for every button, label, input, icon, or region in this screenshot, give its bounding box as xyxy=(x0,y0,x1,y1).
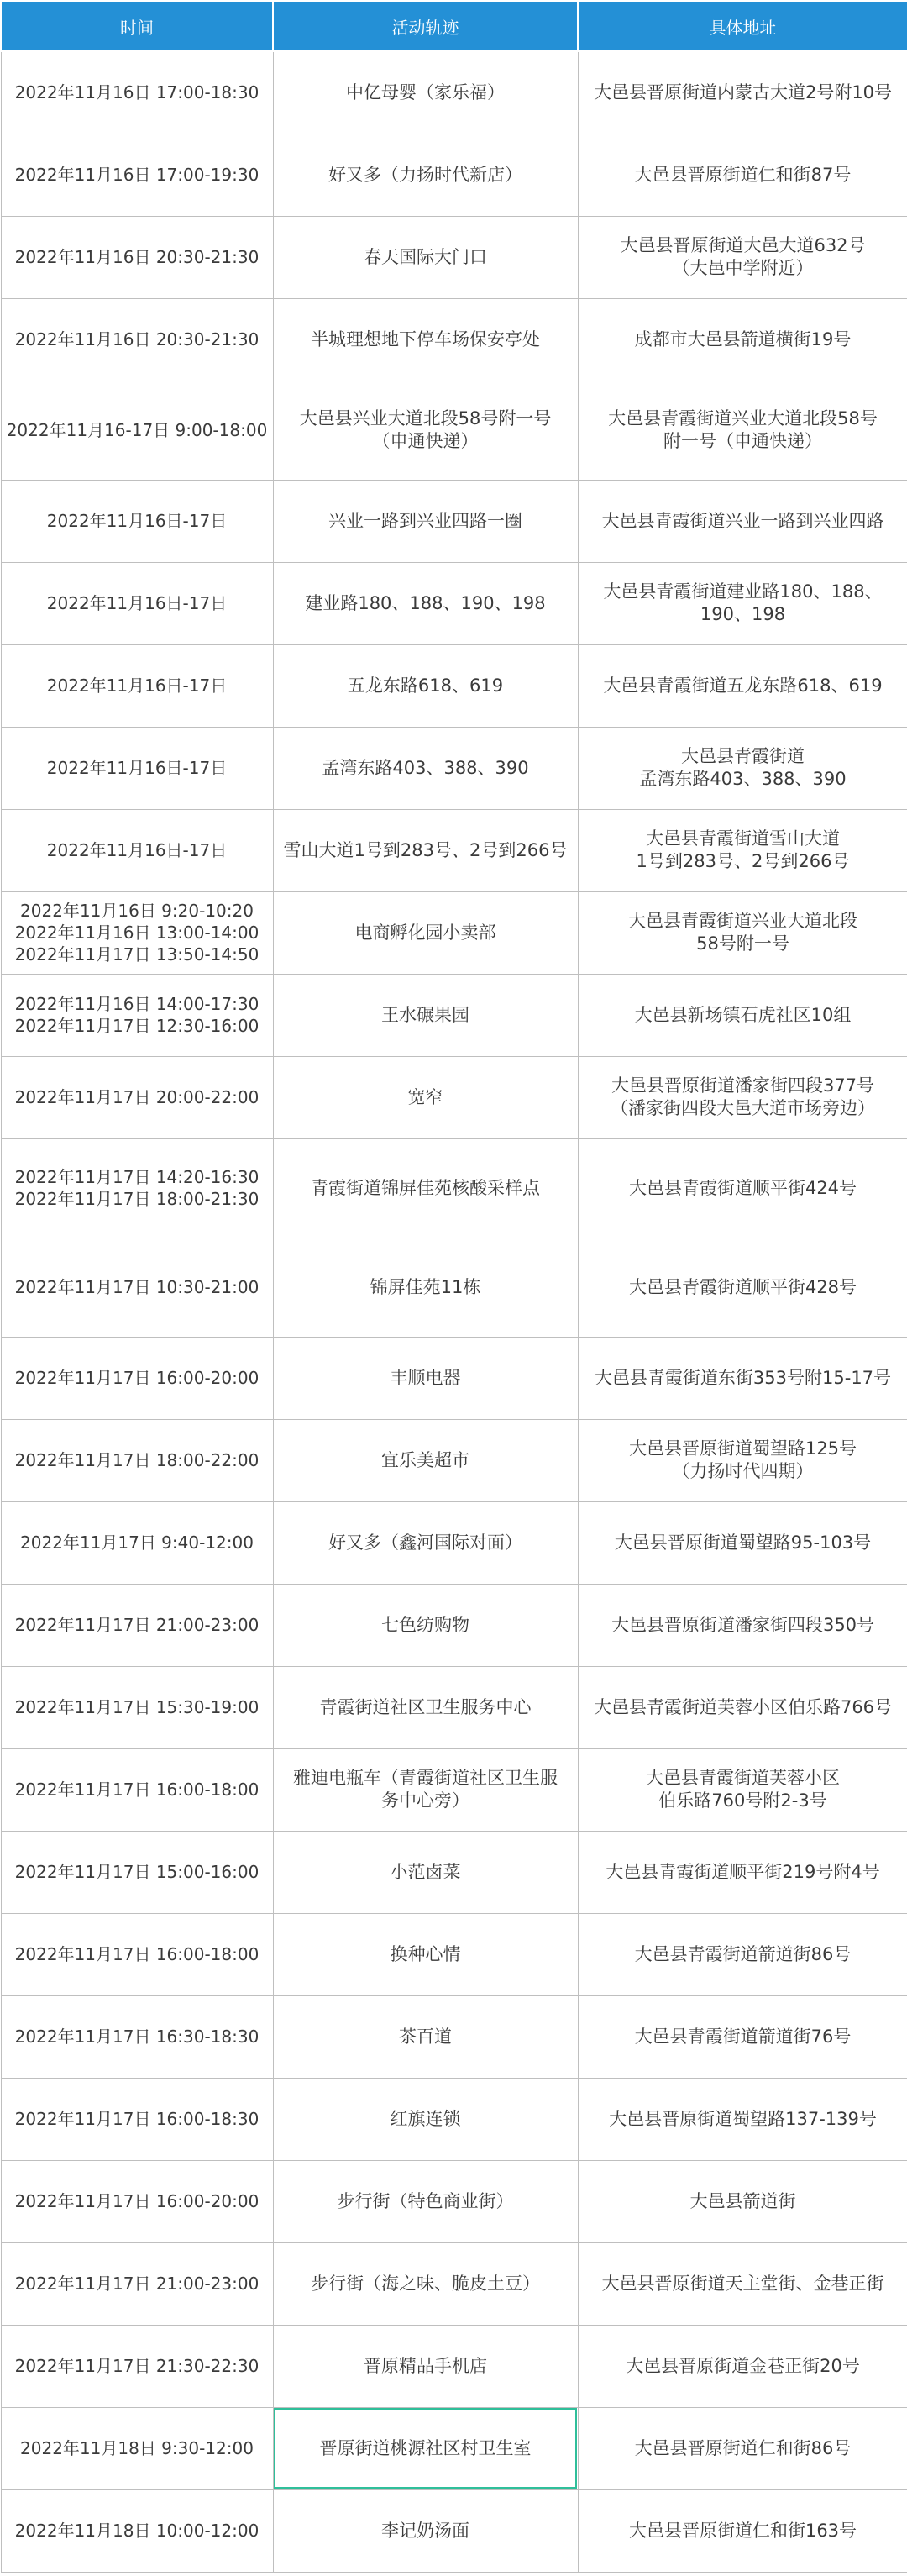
time-cell: 2022年11月16日-17日 xyxy=(1,727,273,809)
time-cell: 2022年11月18日 9:30-12:00 xyxy=(1,2407,273,2489)
address-cell: 大邑县青霞街道顺平街424号 xyxy=(578,1138,907,1238)
table-row xyxy=(1,1748,907,1831)
table-row xyxy=(1,1913,907,1995)
time-cell: 2022年11月17日 10:30-21:00 xyxy=(1,1238,273,1337)
address-cell: 大邑县青霞街道五龙东路618、619 xyxy=(578,644,907,727)
time-cell: 2022年11月17日 16:00-18:00 xyxy=(1,1748,273,1831)
table-row xyxy=(1,974,907,1056)
table-row xyxy=(1,1666,907,1748)
time-cell: 2022年11月17日 18:00-22:00 xyxy=(1,1419,273,1501)
time-cell: 2022年11月16日 20:30-21:30 xyxy=(1,216,273,298)
address-cell: 大邑县青霞街道兴业大道北段58号 附一号（申通快递） xyxy=(578,381,907,480)
address-cell: 大邑县箭道街 xyxy=(578,2160,907,2242)
activity-cell: 大邑县兴业大道北段58号附一号 （申通快递） xyxy=(273,381,578,480)
time-cell: 2022年11月16日 17:00-19:30 xyxy=(1,134,273,216)
time-cell: 2022年11月17日 16:00-18:00 xyxy=(1,1913,273,1995)
address-cell: 大邑县晋原街道金巷正街20号 xyxy=(578,2325,907,2407)
address-cell: 大邑县晋原街道大邑大道632号 （大邑中学附近） xyxy=(578,216,907,298)
table-row xyxy=(1,1138,907,1238)
table-row xyxy=(1,1831,907,1913)
header-activity: 活动轨迹 xyxy=(273,1,578,51)
time-cell: 2022年11月16-17日 9:00-18:00 xyxy=(1,381,273,480)
address-cell: 大邑县青霞街道兴业一路到兴业四路 xyxy=(578,480,907,562)
table-row xyxy=(1,2489,907,2572)
table-row xyxy=(1,1501,907,1584)
time-cell: 2022年11月16日-17日 xyxy=(1,809,273,891)
address-cell: 大邑县青霞街道 孟湾东路403、388、390 xyxy=(578,727,907,809)
activity-cell: 兴业一路到兴业四路一圈 xyxy=(273,480,578,562)
activity-cell: 茶百道 xyxy=(273,1995,578,2078)
table-row xyxy=(1,480,907,562)
activity-cell: 七色纺购物 xyxy=(273,1584,578,1666)
activity-cell: 电商孵化园小卖部 xyxy=(273,891,578,974)
table-row xyxy=(1,727,907,809)
time-cell: 2022年11月17日 16:00-20:00 xyxy=(1,2160,273,2242)
address-cell: 大邑县青霞街道兴业大道北段 58号附一号 xyxy=(578,891,907,974)
time-cell: 2022年11月16日 17:00-18:30 xyxy=(1,51,273,134)
table-row xyxy=(1,298,907,381)
time-cell: 2022年11月16日-17日 xyxy=(1,562,273,644)
table-row xyxy=(1,891,907,974)
address-cell: 大邑县晋原街道内蒙古大道2号附10号 xyxy=(578,51,907,134)
activity-cell: 王水碾果园 xyxy=(273,974,578,1056)
address-cell: 大邑县青霞街道芙蓉小区 伯乐路760号附2-3号 xyxy=(578,1748,907,1831)
activity-cell: 雪山大道1号到283号、2号到266号 xyxy=(273,809,578,891)
address-cell: 大邑县晋原街道潘家街四段377号 （潘家街四段大邑大道市场旁边） xyxy=(578,1056,907,1138)
activity-cell: 换种心情 xyxy=(273,1913,578,1995)
table-body xyxy=(1,51,907,2572)
table-row xyxy=(1,2325,907,2407)
time-cell: 2022年11月16日-17日 xyxy=(1,644,273,727)
address-cell: 大邑县青霞街道顺平街219号附4号 xyxy=(578,1831,907,1913)
time-cell: 2022年11月17日 21:00-23:00 xyxy=(1,2242,273,2325)
address-cell: 大邑县青霞街道建业路180、188、 190、198 xyxy=(578,562,907,644)
table-row xyxy=(1,1995,907,2078)
activity-cell: 晋原街道桃源社区村卫生室 xyxy=(273,2407,578,2489)
address-cell: 大邑县青霞街道东街353号附15-17号 xyxy=(578,1337,907,1419)
table-row xyxy=(1,2160,907,2242)
activity-cell: 宽窄 xyxy=(273,1056,578,1138)
time-cell: 2022年11月17日 16:30-18:30 xyxy=(1,1995,273,2078)
address-cell: 大邑县青霞街道箭道街76号 xyxy=(578,1995,907,2078)
activity-cell: 青霞街道社区卫生服务中心 xyxy=(273,1666,578,1748)
table-header-row xyxy=(1,1,907,51)
activity-cell: 小范卤菜 xyxy=(273,1831,578,1913)
header-time: 时间 xyxy=(1,1,273,51)
address-cell: 大邑县青霞街道芙蓉小区伯乐路766号 xyxy=(578,1666,907,1748)
time-cell: 2022年11月17日 16:00-18:30 xyxy=(1,2078,273,2160)
address-cell: 成都市大邑县箭道横街19号 xyxy=(578,298,907,381)
time-cell: 2022年11月17日 15:30-19:00 xyxy=(1,1666,273,1748)
activity-cell: 锦屏佳苑11栋 xyxy=(273,1238,578,1337)
address-cell: 大邑县晋原街道蜀望路137-139号 xyxy=(578,2078,907,2160)
activity-cell: 红旗连锁 xyxy=(273,2078,578,2160)
table-row xyxy=(1,1238,907,1337)
time-cell: 2022年11月16日 9:20-10:20 2022年11月16日 13:00-14:00 2022年11月17日 13:50-14:50 xyxy=(1,891,273,974)
address-cell: 大邑县晋原街道蜀望路95-103号 xyxy=(578,1501,907,1584)
activity-cell: 晋原精品手机店 xyxy=(273,2325,578,2407)
table-row xyxy=(1,2242,907,2325)
address-cell: 大邑县青霞街道箭道街86号 xyxy=(578,1913,907,1995)
address-cell: 大邑县晋原街道潘家街四段350号 xyxy=(578,1584,907,1666)
address-cell: 大邑县新场镇石虎社区10组 xyxy=(578,974,907,1056)
time-cell: 2022年11月16日 14:00-17:30 2022年11月17日 12:30-16:00 xyxy=(1,974,273,1056)
address-cell: 大邑县晋原街道仁和街163号 xyxy=(578,2489,907,2572)
activity-cell: 李记奶汤面 xyxy=(273,2489,578,2572)
table-row xyxy=(1,2078,907,2160)
activity-cell: 好又多（力扬时代新店） xyxy=(273,134,578,216)
time-cell: 2022年11月17日 21:00-23:00 xyxy=(1,1584,273,1666)
activity-cell: 丰顺电器 xyxy=(273,1337,578,1419)
time-cell: 2022年11月17日 15:00-16:00 xyxy=(1,1831,273,1913)
activity-cell: 建业路180、188、190、198 xyxy=(273,562,578,644)
header-address: 具体地址 xyxy=(578,1,907,51)
time-cell: 2022年11月16日 20:30-21:30 xyxy=(1,298,273,381)
table-row xyxy=(1,1056,907,1138)
address-cell: 大邑县青霞街道顺平街428号 xyxy=(578,1238,907,1337)
address-cell: 大邑县晋原街道蜀望路125号 （力扬时代四期） xyxy=(578,1419,907,1501)
table-row xyxy=(1,1419,907,1501)
activity-cell: 宜乐美超市 xyxy=(273,1419,578,1501)
table-row xyxy=(1,1337,907,1419)
activity-cell: 半城理想地下停车场保安亭处 xyxy=(273,298,578,381)
time-cell: 2022年11月17日 9:40-12:00 xyxy=(1,1501,273,1584)
table-row xyxy=(1,644,907,727)
time-cell: 2022年11月18日 10:00-12:00 xyxy=(1,2489,273,2572)
table-row xyxy=(1,809,907,891)
table-row xyxy=(1,51,907,134)
time-cell: 2022年11月17日 20:00-22:00 xyxy=(1,1056,273,1138)
activity-cell: 步行街（海之味、脆皮土豆） xyxy=(273,2242,578,2325)
table-row xyxy=(1,2407,907,2489)
activity-cell: 雅迪电瓶车（青霞街道社区卫生服 务中心旁） xyxy=(273,1748,578,1831)
table-row xyxy=(1,562,907,644)
activity-cell: 中亿母婴（家乐福） xyxy=(273,51,578,134)
address-cell: 大邑县晋原街道仁和街86号 xyxy=(578,2407,907,2489)
activity-cell: 五龙东路618、619 xyxy=(273,644,578,727)
table-row xyxy=(1,216,907,298)
activity-cell: 青霞街道锦屏佳苑核酸采样点 xyxy=(273,1138,578,1238)
time-cell: 2022年11月17日 21:30-22:30 xyxy=(1,2325,273,2407)
table-row xyxy=(1,134,907,216)
time-cell: 2022年11月17日 16:00-20:00 xyxy=(1,1337,273,1419)
activity-cell: 春天国际大门口 xyxy=(273,216,578,298)
address-cell: 大邑县晋原街道天主堂街、金巷正街 xyxy=(578,2242,907,2325)
table-row xyxy=(1,1584,907,1666)
activity-cell: 好又多（鑫河国际对面） xyxy=(273,1501,578,1584)
table-row xyxy=(1,381,907,480)
activity-cell: 孟湾东路403、388、390 xyxy=(273,727,578,809)
address-cell: 大邑县青霞街道雪山大道 1号到283号、2号到266号 xyxy=(578,809,907,891)
time-cell: 2022年11月16日-17日 xyxy=(1,480,273,562)
address-cell: 大邑县晋原街道仁和街87号 xyxy=(578,134,907,216)
time-cell: 2022年11月17日 14:20-16:30 2022年11月17日 18:00-21:30 xyxy=(1,1138,273,1238)
activity-cell: 步行街（特色商业街） xyxy=(273,2160,578,2242)
